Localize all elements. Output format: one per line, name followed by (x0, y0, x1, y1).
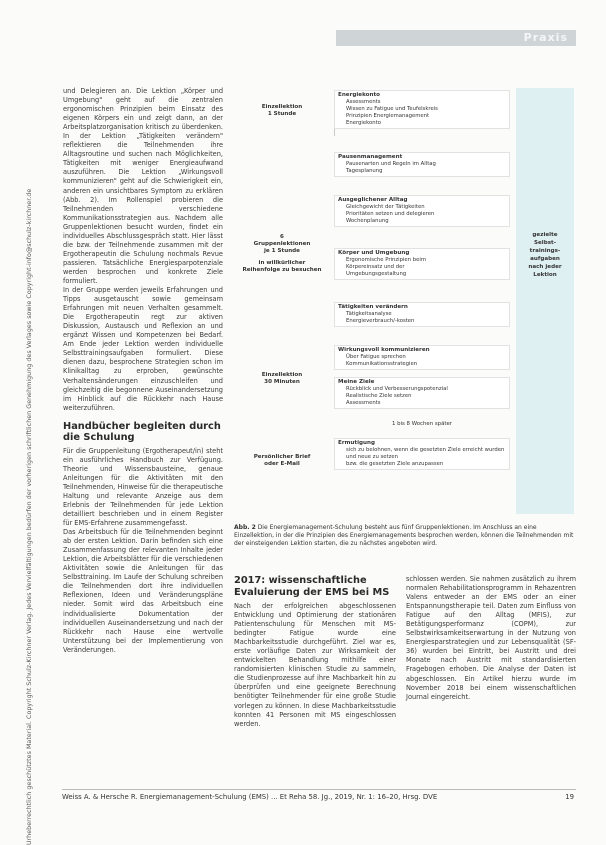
col1-paragraph-1: und Delegieren an. Die Lektion „Körper und Umgebung" geht auf die zentralen ergonomischen Prinzipien beim Einsatz des eigenen Körpers ein und zeigt dann, an der Arbeitsplatzorganisation kritisch zu überdenken. In der Lektion „Tätigkeiten verändern" reflektieren die Teilnehmenden ihre Alltagsroutine und suchen nach Möglichkeiten, Tätigkeiten mit weniger Energieaufwand auszuführen. Die Lektion „Wirkungsvoll kommunizieren" geht auf die Schwierigkeit ein, anderen ein unsichtbares Symptom zu erklären (Abb. 2). Im Rollenspiel probieren die Teilnehmenden verschiedene Kommunikationsstrategien aus. Nachdem alle Gruppenlektionen besucht wurden, findet ein individuelles Abschlussgespräch statt. Hier lässt die bzw. der Teilnehmende zusammen mit der Ergotherapeutin die Schulung nochmals Revue passieren. Tatsächliche Energiesparpotenziale werden besprochen und konkrete Ziele formuliert. (63, 87, 223, 285)
diagram-left-label-1: Einzellektion 1 Stunde (261, 104, 303, 117)
box-ausgeglichener-alltag: Ausgeglichener Alltag Gleichgewicht der Tätigkeiten Prioritäten setzen und delegieren Wochenplanung (334, 195, 510, 227)
box-energiekonto: Energiekonto Assessments Wissen zu Fatigue und Teufelskreis Prinzipien Energiemanagement Energiekonto (334, 90, 510, 129)
column-1 (63, 87, 223, 655)
diagram-weeks-note: 1 bis 8 Wochen später (391, 421, 453, 427)
page-number: 19 (565, 793, 574, 801)
box-meine-ziele: Meine Ziele Rückblick und Verbesserungspotenzial Realistische Ziele setzen Assessments (334, 377, 510, 409)
col2-heading: 2017: wissenschaftliche Evaluierung der EMS bei MS (234, 575, 390, 598)
figure-caption (234, 524, 576, 549)
footer-rule (62, 789, 576, 790)
box-pausenmanagement: Pausenmanagement Pausenarten und Regeln im Alltag Tagesplanung (334, 152, 510, 177)
col1-paragraph-4: Das Arbeitsbuch für die Teilnehmenden beginnt ab der ersten Lektion. Darin befinden sich eine Zusammenfassung der relevanten Inhalte jeder Lektion, die Arbeitsblätter für die verschiedenen Aktivitäten sowie die Anleitungen für das Selbsttraining. Im Laufe der Schulung schreiben die Teilnehmenden dort ihre individuellen Reflexionen, Ideen und Veränderungspläne nieder. Somit wird das Arbeitsbuch eine individualisierte Dokumentation der individuellen Auseinandersetzung und nach der Rückkehr nach Hause eine wertvolle Unterstützung bei der Implementierung von Veränderungen. (63, 528, 223, 654)
diagram-left-label-2: 6 Gruppenlektionen je 1 Stunde in willkürlicher Reihenfolge zu besuchen (242, 234, 322, 273)
column-2 (234, 575, 396, 729)
caption-text: Die Energiemanagement-Schulung besteht aus fünf Gruppenlektionen. Im Anschluss an eine Einzellektion, in der die Prinzipien des Energiemanagements besprochen werden, können die Teilnehmenden mit der einsteigenden Lektion starten, die zu nächstes angeboten wird. (234, 524, 574, 548)
col3-paragraph: schlossen werden. Sie nahmen zusätzlich zu ihrem normalen Rehabilitationsprogramm in Rehazentren Valens entweder an der EMS oder an einer Entspannungstherapie teil. Daten zum Einfluss von Fatigue auf den Alltag (MFIS), zur Betätigungsperformanz (COPM), zur Selbstwirksamkeitserwartung in der Nutzung von Energiesparstrategien und zur Lebensqualität (SF-36) wurden bei Eintritt, bei Austritt und drei Monate nach Austritt mit standardisierten Fragebogen erhoben. Die Analyse der Daten ist abgeschlossen. Ein Artikel hierzu wurde im November 2018 bei einem wissenschaftlichen Journal eingereicht. (406, 575, 576, 701)
column-3 (406, 575, 576, 702)
box-ermutigung: Ermutigung sich zu belohnen, wenn die gesetzten Ziele erreicht wurden und neue zu setzen bzw. die gesetzten Ziele anzupassen (334, 438, 510, 470)
box-wirkungsvoll-kommunizieren: Wirkungsvoll kommunizieren Über Fatigue sprechen Kommunikationsstrategien (334, 345, 510, 370)
diagram-right-label: gezielte Selbst- trainings- aufgaben nach jeder Lektion (528, 232, 562, 278)
diagram-right-band (516, 88, 574, 514)
col1-paragraph-3: Für die Gruppenleitung (Ergotherapeut/in) steht ein ausführliches Handbuch zur Verfügung. Theorie und Wissensbausteine, genaue Anleitungen für die Aktivitäten mit den Teilnehmenden, Hinweise für die therapeutische Haltung und relevante Anzeige aus dem Erlebnis der Teilnehmenden für jede Lektion detailliert beschrieben und in einem Register für EMS-Erfahrene zusammengefasst. (63, 446, 223, 528)
page-footer (62, 793, 574, 801)
col2-paragraph: Nach der erfolgreichen abgeschlossenen Entwicklung und Optimierung der stationären Patientenschulung für Menschen mit MS-bedingter Fatigue wurde eine Machbarkeitsstudie durchgeführt. Ziel war es, erste vorläufige Daten zur Wirksamkeit der entwickelten Behandlung mithilfe einer randomisierten klinischen Studie zu sammeln, die Studienprozesse auf ihre Machbarkeit hin zu überprüfen und eine geeignete Berechnung benötigter Teilnehmender für eine große Studie vorlegen zu können. In diese Machbarkeitsstudie konnten 41 Personen mit MS eingeschlossen werden. (234, 602, 396, 728)
footer-citation: Weiss A. & Hersche R. Energiemanagement-Schulung (EMS) ... Et Reha 58. Jg., 2019, Nr. 1: 16–20, Hrsg. DVE (62, 793, 438, 801)
section-title: Praxis (523, 31, 568, 44)
side-copyright-note: Urheberrechtlich geschütztes Material. Copyright Schulz-Kirchner Verlag. Jedes Vervielfältigungen bedürfen der vorherigen schriftlichen Genehmigung des Verlages sowie Copyright-info@schulz-kirchner.de (26, 188, 33, 845)
box-taetigkeiten-veraendern: Tätigkeiten verändern Tätigkeitsanalyse Energieverbrauch/-kosten (334, 302, 510, 327)
figure-diagram (234, 88, 577, 512)
box-koerper-und-umgebung: Körper und Umgebung Ergonomische Prinzipien beim Körpereinsatz und der Umgebungsgestaltung (334, 248, 510, 280)
diagram-left-label-4: Persönlicher Brief oder E-Mail (253, 454, 311, 467)
col1-heading: Handbücher begleiten durch die Schulung (63, 420, 221, 444)
diagram-left-label-3: Einzellektion 30 Minuten (261, 372, 303, 385)
caption-label: Abb. 2 (234, 524, 256, 531)
col1-paragraph-2: In der Gruppe werden jeweils Erfahrungen und Tipps ausgetauscht sowie gemeinsam Erfahrungen mit neuen Verhalten gesammelt. Die Ergotherapeutin regt zur aktiven Diskussion, Austausch und Reflexion an und ergänzt Wissen und Kompetenzen bei Bedarf. Am Ende jeder Lektion werden individuelle Selbsttrainingsaufgaben formuliert. Diese dienen dazu, besprochene Strategien schon im Klinikalltag zu erproben, gewünschte Verhaltensänderungen einzuschleifen und gleichzeitig die begonnene Auseinandersetzung im Hinblick auf die Rückkehr nach Hause weiterzuführen. (63, 286, 223, 412)
section-header-bar (336, 30, 576, 46)
